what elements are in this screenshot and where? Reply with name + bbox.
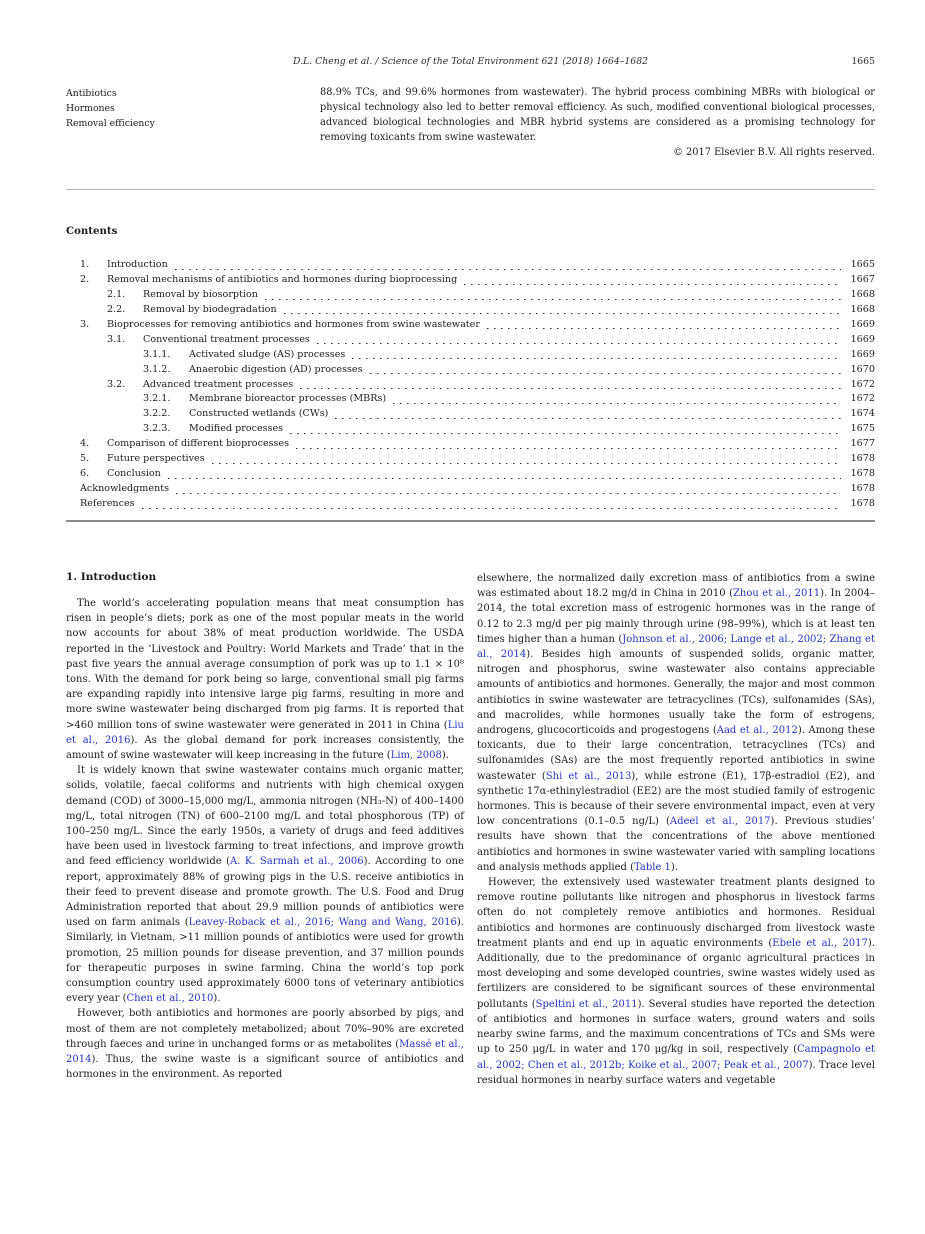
toc-entry-page: 1668 <box>850 288 875 300</box>
toc-entry[interactable] <box>66 318 875 333</box>
text-run: ). In 2004–2014, the total excretion mass of estrogenic hormones was in the range of 0.12 to 2.3 mg/d per pig mainly through urine (98–99%), which is at least ten times higher than a human ( <box>477 588 875 645</box>
toc-entry-page: 1672 <box>850 393 875 405</box>
keyword-item: Removal efficiency <box>66 118 155 129</box>
toc-entry-title: Constructed wetlands (CWs) <box>189 408 329 420</box>
toc-entry[interactable] <box>66 363 875 378</box>
toc-entry-number: 3.1.2. <box>143 363 171 375</box>
toc-entry-number: 2. <box>80 273 90 285</box>
toc-entry-number: 1. <box>80 259 90 270</box>
toc-entry-page: 1665 <box>850 259 875 270</box>
toc-entry[interactable] <box>66 452 875 467</box>
toc-dot-leader <box>290 432 841 434</box>
toc-entry-title: Conclusion <box>107 468 161 480</box>
toc-dot-leader <box>393 402 841 404</box>
toc-entry-page: 1669 <box>850 318 875 330</box>
citation-link[interactable]: Lim, 2008 <box>390 750 442 762</box>
toc-entry[interactable] <box>66 497 875 512</box>
toc-entry[interactable] <box>66 258 875 273</box>
toc-entry[interactable] <box>66 437 875 452</box>
toc-entry[interactable] <box>66 288 875 303</box>
toc-entry[interactable] <box>66 273 875 288</box>
left-column-paragraphs <box>66 596 464 1083</box>
toc-entry-page: 1678 <box>850 453 875 465</box>
toc-entry-title: Acknowledgments <box>80 483 170 495</box>
toc-entry-page: 1669 <box>850 348 875 360</box>
toc-dot-leader <box>464 283 841 285</box>
toc-entry-title: Modified processes <box>189 423 284 435</box>
keywords-list <box>66 86 320 158</box>
section-heading: 1. Introduction <box>66 571 157 583</box>
body-paragraph <box>477 875 875 1088</box>
toc-entry-number: 3.2. <box>107 378 126 390</box>
citation-link[interactable]: Speltini et al., 2011 <box>535 998 638 1010</box>
toc-entry-page: 1672 <box>850 378 875 390</box>
toc-dot-leader <box>300 387 841 389</box>
running-head <box>66 56 875 67</box>
toc-entry-number: 4. <box>80 438 90 450</box>
toc-entry-page: 1677 <box>850 438 875 450</box>
toc-entry-number: 2.1. <box>107 288 126 300</box>
toc-entry-title: Future perspectives <box>107 453 205 465</box>
toc-entry-page: 1667 <box>850 273 875 285</box>
toc-entry-number: 3.1.1. <box>143 348 171 360</box>
divider-rule-bottom <box>66 520 875 522</box>
toc-entry-title: Activated sludge (AS) processes <box>189 348 346 360</box>
toc-entry-page: 1678 <box>850 498 875 509</box>
text-run: The world’s accelerating population means that meat consumption has risen in people’s diets; pork as one of the most popular meats in the world now accounts for about 38% of meat production worldwide. The USDA reported in the ‘Livestock and Poultry: World Markets and Trade’ that in the past five years the annual average consumption of pork was up to 1.1 × 10⁸ tons. With the demand for pork being so large, conventional small pig farms are expanding rapidly into intensive large pig farms, resulting in more and more swine wastewater being discharged from pig farms. It is reported that >460 million tons of swine wastewater were generated in 2011 in China ( <box>66 598 464 731</box>
toc-entry[interactable] <box>66 333 875 348</box>
toc-entry-title: Introduction <box>107 259 168 270</box>
toc-entry-number: 3. <box>80 318 90 330</box>
toc-entry-title: Removal mechanisms of antibiotics and hormones during bioprocessing <box>107 273 458 285</box>
article-body <box>66 571 875 1088</box>
citation-link[interactable]: Aad et al., 2012 <box>716 725 798 737</box>
body-paragraph <box>477 571 875 875</box>
text-run: ). <box>670 861 679 873</box>
text-run: ). Additionally, due to the predominance of organic agricultural practices in most developing and some developed countries, swine wastes widely used as fertilizers are considered to be significant sources of these environmental pollutants ( <box>477 937 875 1010</box>
citation-link[interactable]: Liu et al., 2016 <box>66 719 464 746</box>
toc-entry-title: Removal by biodegradation <box>143 303 277 315</box>
toc-entry-title: Removal by biosorption <box>143 288 258 300</box>
text-run: ). Among these toxicants, due to their large concentration, tetracyclines (TCs) and sulfonamides (SAs) are the most frequently reported antibiotics in swine wastewater ( <box>477 725 876 782</box>
text-run: ). <box>441 750 449 762</box>
toc-dot-leader <box>168 477 841 479</box>
toc-entry-page: 1669 <box>850 333 875 345</box>
toc-entry-title: Membrane bioreactor processes (MBRs) <box>189 393 387 405</box>
toc-entry-page: 1678 <box>850 483 875 495</box>
toc-dot-leader <box>284 313 841 315</box>
text-run: ). According to one report, approximately 88% of growing pigs in the U.S. receive antibiotics in their feed to prevent disease and promote growth. The U.S. Food and Drug Administration reported that about 29.9 million pounds of antibiotics were used on farm animals ( <box>66 856 465 929</box>
toc-list <box>66 258 875 512</box>
toc-dot-leader <box>176 492 841 494</box>
text-run: ). <box>213 993 221 1005</box>
toc-dot-leader <box>296 447 841 449</box>
citation-link[interactable]: Table 1 <box>634 861 671 873</box>
citation-link[interactable]: Campagnolo et al., 2002; Chen et al., 2012b; Koike et al., 2007; Peak et al., 2007 <box>477 1044 876 1071</box>
toc-entry[interactable] <box>66 482 875 497</box>
keyword-item: Hormones <box>66 103 115 114</box>
right-column <box>477 571 875 1088</box>
text-run: ). Similarly, in Vietnam, >11 million pounds of antibiotics were used for growth promotion, 25 million pounds for disease prevention, and 37 million pounds for therapeutic purposes in swine farming. China the world’s top pork consumption country used approximately 6000 tons of veterinary antibiotics every year ( <box>66 917 464 1005</box>
toc-entry-page: 1670 <box>850 363 875 375</box>
citation-link[interactable]: Adeel et al., 2017 <box>669 816 771 828</box>
toc-entry-title: References <box>80 498 135 509</box>
toc-dot-leader <box>370 373 841 375</box>
toc-entry[interactable] <box>66 378 875 393</box>
toc-entry[interactable] <box>66 392 875 407</box>
toc-entry-number: 5. <box>80 453 90 465</box>
divider-rule-top <box>66 189 875 190</box>
toc-entry[interactable] <box>66 407 875 422</box>
toc-entry-number: 3.2.2. <box>143 408 171 420</box>
text-run: ). Trace level residual hormones in nearby surface waters and vegetable <box>477 1059 875 1086</box>
toc-entry-number: 3.2.3. <box>143 423 171 435</box>
toc-entry-title: Bioprocesses for removing antibiotics and hormones from swine wastewater <box>107 318 480 330</box>
keyword-item: Antibiotics <box>66 88 117 99</box>
text-run: ). Thus, the swine waste is a significant source of antibiotics and hormones in the environment. As reported <box>66 1054 464 1081</box>
toc-entry-number: 3.2.1. <box>143 393 171 405</box>
toc-dot-leader <box>317 343 841 345</box>
text-run: It is widely known that swine wastewater contains much organic matter, solids, volatile, faecal coliforms and nutrients with high chemical oxygen demand (COD) of 3000–15,000 mg/L, ammonia nitrogen (NH₃-N) of 400–1400 mg/L, total nitrogen (TN) of 600–2100 mg/L and total phosphorous (TP) of 100–250 mg/L. Since the early 1950s, a variety of drugs and feed additives have been used in livestock farming to treat infections, and improve growth and feed efficiency worldwide ( <box>66 765 464 868</box>
citation-link[interactable]: Massé et al., 2014 <box>66 1038 464 1066</box>
text-run: elsewhere, the normalized daily excretion mass of antibiotics from a swine was estimated about 18.2 mg/d in China in 2010 ( <box>477 573 875 600</box>
toc-entry-page: 1668 <box>850 303 875 315</box>
abstract-text: 88.9% TCs, and 99.6% hormones from wastewater). The hybrid process combining MBRs with biological or physical technology also led to better removal efficiency. As such, modified conventional biological processes, advanced biological technologies and MBR hybrid systems are considered as a promising technology for removing toxicants from swine wastewater. <box>320 87 875 143</box>
body-paragraph <box>66 1006 464 1082</box>
left-column <box>66 571 464 1088</box>
toc-entry[interactable] <box>66 422 875 437</box>
toc-entry-number: 3.1. <box>107 333 126 345</box>
toc-dot-leader <box>487 328 841 330</box>
citation-link[interactable]: A. K. Sarmah et al., 2006 <box>230 856 364 868</box>
toc-entry-page: 1678 <box>850 468 875 480</box>
citation-link[interactable]: Ebele et al., 2017 <box>772 937 868 949</box>
toc-dot-leader <box>212 462 841 464</box>
text-run: ). Previous studies’ results have shown that the concentrations of the above mentioned antibiotics and hormones in swine wastewater varied with sampling locations and analysis methods applied ( <box>477 816 875 873</box>
toc-entry-title: Comparison of different bioprocesses <box>107 438 290 450</box>
citation-link[interactable]: Johnson et al., 2006; Lange et al., 2002; Zhang et al., 2014 <box>477 633 875 661</box>
toc-entry-page: 1674 <box>850 408 875 420</box>
body-paragraph <box>66 596 464 763</box>
citation-link[interactable]: Shi et al., 2013 <box>545 770 632 782</box>
toc-entry[interactable] <box>66 348 875 363</box>
toc-entry-title: Conventional treatment processes <box>143 333 310 345</box>
contents-heading: Contents <box>66 225 118 237</box>
abstract-column <box>320 86 875 158</box>
toc-entry-title: Advanced treatment processes <box>143 378 294 390</box>
toc-entry[interactable] <box>66 303 875 318</box>
frontmatter <box>66 86 875 158</box>
text-run: However, both antibiotics and hormones are poorly absorbed by pigs, and most of them are not completely metabolized; about 70%–90% are excreted through faeces and urine in unchanged forms or as metabolites ( <box>66 1008 464 1050</box>
toc-entry-title: Anaerobic digestion (AD) processes <box>189 363 363 375</box>
toc-entry-number: 2.2. <box>107 303 126 315</box>
toc-entry-page: 1675 <box>850 423 875 435</box>
citation-link[interactable]: Leavey-Roback et al., 2016; Wang and Wang, 2016 <box>188 917 457 929</box>
citation-link[interactable]: Zhou et al., 2011 <box>732 588 821 600</box>
text-run: ). Besides high amounts of suspended solids, organic matter, nitrogen and phosphorus, swine wastewater also contains appreciable amounts of antibiotics and hormones. Generally, the major and most common antibiotics in swine wastewater are tetracyclines (TCs), sulfonamides (SAs), and macrolides, while hormones usually take the form of estrogens, androgens, glucocorticoids and progestogens ( <box>477 649 875 737</box>
body-paragraph <box>66 763 464 1006</box>
toc-dot-leader <box>352 358 841 360</box>
citation-link[interactable]: Chen et al., 2010 <box>126 993 214 1005</box>
page-number: 1665 <box>851 56 875 67</box>
toc-dot-leader <box>265 298 841 300</box>
text-run: ). As the global demand for pork increases consistently, the amount of swine wastewater will keep increasing in the future ( <box>66 734 465 762</box>
copyright-notice: © 2017 Elsevier B.V. All rights reserved. <box>673 146 875 158</box>
text-run: ), while estrone (E1), 17β-estradiol (E2), and synthetic 17α-ethinylestradiol (EE2) are the most studied family of estrogenic hormones. This is because of their severe environmental impact, even at very low concentrations (0.1–0.5 ng/L) ( <box>477 770 875 828</box>
toc-dot-leader <box>142 507 841 509</box>
toc-dot-leader <box>335 417 841 419</box>
toc-entry[interactable] <box>66 467 875 482</box>
text-run: ). Several studies have reported the detection of antibiotics and hormones in surface waters, ground waters and soils nearby swine farms, and the maximum concentrations of TCs and SMs were up to 250 μg/L in water and 170 μg/kg in soil, respectively ( <box>477 998 875 1056</box>
toc-dot-leader <box>175 268 841 270</box>
toc-entry-number: 6. <box>80 468 90 480</box>
text-run: However, the extensively used wastewater treatment plants designed to remove routine pollutants like nitrogen and phosphorus in livestock farms often do not completely remove antibiotics and hormones. Residual antibiotics and hormones are continuously discharged from livestock waste treatment plants and end up in aquatic environments ( <box>477 877 875 949</box>
running-title: D.L. Cheng et al. / Science of the Total Environment 621 (2018) 1664–1682 <box>292 56 649 67</box>
